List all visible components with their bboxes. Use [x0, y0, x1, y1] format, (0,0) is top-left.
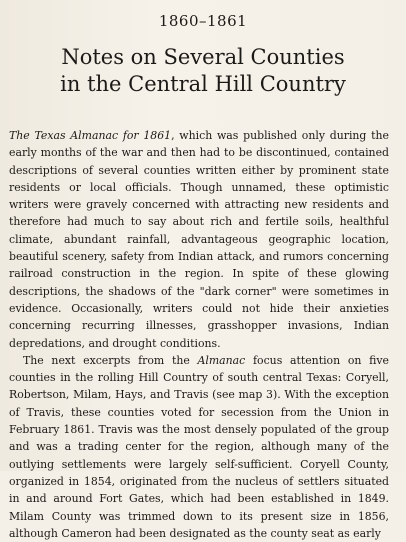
- paragraph-2-text-before: The next excerpts from the: [23, 353, 198, 367]
- paragraph-1: [9, 127, 389, 352]
- chapter-title-line-2: in the Central Hill Country: [60, 72, 346, 96]
- paragraph-2: [9, 352, 389, 542]
- paragraph-2-text-after: focus attention on five counties in the rolling Hill Country of south central Texas: Coryell, Robertson, Milam, Hays, and Travis (see map 3). With the exception of Travis, these counties voted for secession from the Union in February 1861. Travis was the most densely populated of the group and was a trading center for the region, although many of the outlying settlements were largely self-sufficient. Coryell County, organized in 1854, originated from the nucleus of settlers situated in and around Fort Gates, which had been established in 1849. Milam County was trimmed down to its present size in 1856, although Cameron had been designated as the county seat as early: [9, 353, 389, 540]
- body-text: [9, 127, 389, 542]
- chapter-title-line-1: Notes on Several Counties: [61, 45, 345, 69]
- running-head: 1860–1861: [158, 12, 248, 30]
- chapter-title: [0, 44, 406, 98]
- paragraph-1-text: , which was published only during the early months of the war and then had to be discontinued, contained descriptions of several counties written either by prominent state residents or local officials. Though unnamed, these optimistic writers were gravely concerned with attracting new residents and therefore had much to say about rich and fertile soils, healthful climate, abundant rainfall, advantageous geographic location, beautiful scenery, safety from Indian attack, and rumors concerning railroad construction in the region. In spite of these glowing descriptions, the shadows of the "dark corner" were sometimes in evidence. Occasionally, writers could not hide their anxieties concerning recurring illnesses, grasshopper invasions, Indian depredations, and drought conditions.: [9, 129, 389, 350]
- almanac-italic: Almanac: [197, 353, 246, 367]
- almanac-title-italic: The Texas Almanac for 1861: [9, 129, 172, 142]
